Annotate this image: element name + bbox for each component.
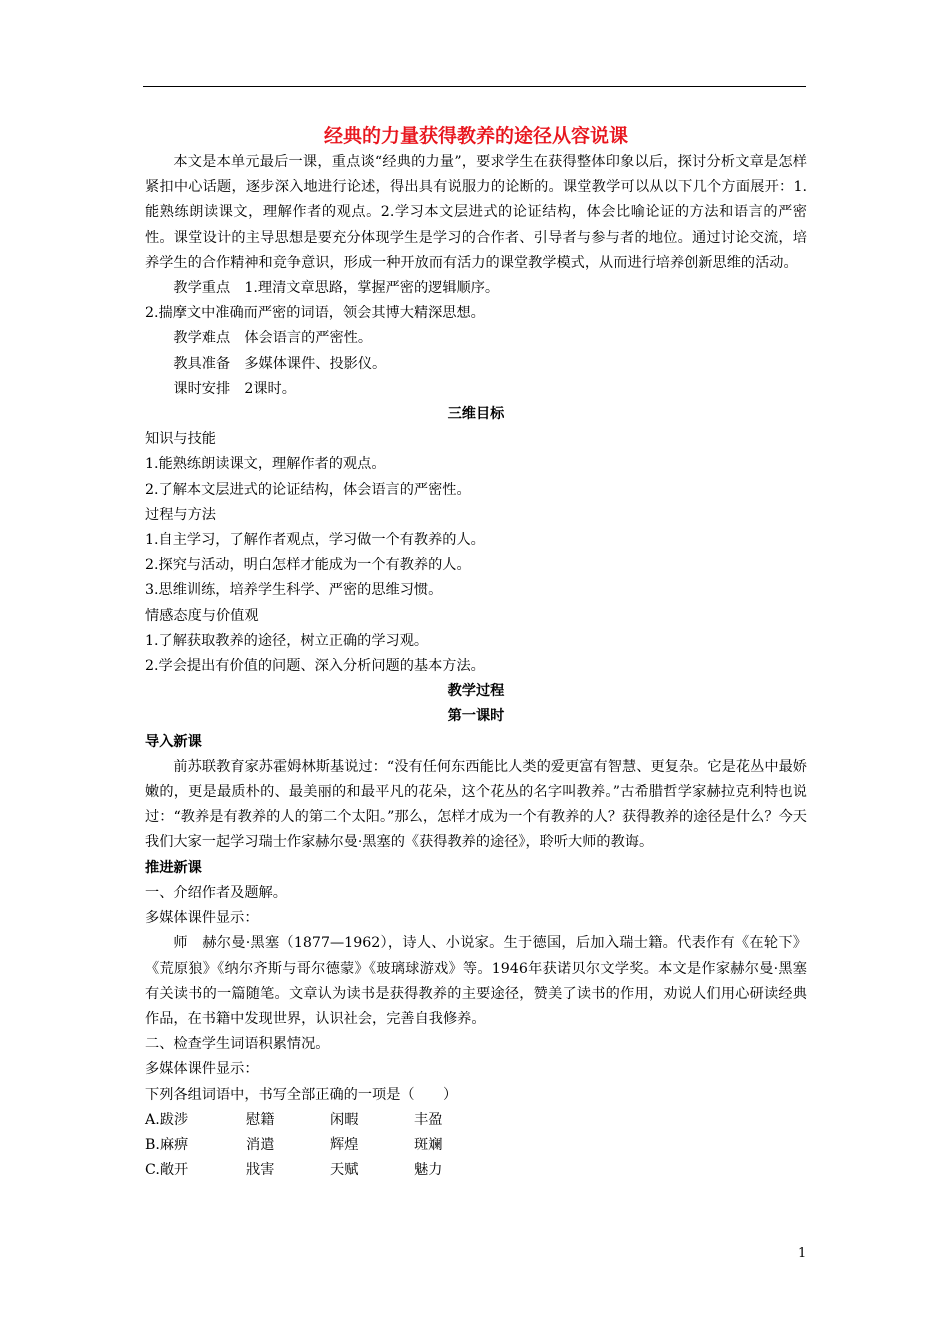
option-a-word-1: A.跋涉	[145, 1111, 189, 1128]
option-a-word-3: 闲暇	[330, 1111, 359, 1128]
knowledge-item-2: 2.了解本文层进式的论证结构，体会语言的严密性。	[145, 481, 471, 498]
author-text: 赫尔曼·黑塞（1877—1962），诗人、小说家。生于德国，后加入瑞士籍。代表作有《在轮下》《荒原狼》《纳尔齐斯与哥尔德蒙》《玻璃球游戏》等。1946年获诺贝尔文学奖。本文是作家赫尔曼·黑塞有关读书的一篇随笔。文章认为读书是获得教养的主要途径，赞美了读书的作用，劝说人们用心研读经典作品，在书籍中发现世界，认识社会，完善自我修养。	[145, 935, 807, 1027]
tools-value: 多媒体课件、投影仪。	[244, 355, 387, 372]
option-b-word-4: 斑斓	[414, 1136, 443, 1153]
goals-heading: 三维目标	[447, 406, 505, 423]
difficulty-line	[145, 326, 807, 351]
option-a-word-4: 丰盈	[414, 1111, 443, 1128]
difficulty-value: 体会语言的严密性。	[244, 330, 373, 347]
header-rule	[143, 86, 806, 87]
process-method-heading: 过程与方法	[145, 506, 216, 523]
intro-lesson-paragraph: 前苏联教育家苏霍姆林斯基说过：“没有任何东西能比人类的爱更富有智慧、更复杂。它是花丛中最娇嫩的，更是最质朴的、最美丽的和最平凡的花朵，这个花丛的名字叫教养。”古希腊哲学家赫拉克利特也说过：“教养是有教养的人的第二个太阳。”那么，怎样才成为一个有教养的人？获得教养的途径是什么？今天我们大家一起学习瑞士作家赫尔曼·黑塞的《获得教养的途径》，聆听大师的教诲。	[145, 758, 807, 851]
schedule-label: 课时安排	[173, 380, 231, 397]
media-display-2: 多媒体课件显示：	[145, 1061, 259, 1078]
process-item-3: 3.思维训练，培养学生科学、严密的思维习惯。	[145, 582, 443, 599]
schedule-value: 2课时。	[244, 380, 296, 397]
teacher-label: 师	[173, 935, 188, 952]
option-b-word-2: 消遣	[246, 1136, 275, 1153]
schedule-line	[145, 377, 807, 402]
option-c-word-3: 天赋	[330, 1162, 359, 1179]
option-row-b	[145, 1133, 807, 1158]
option-row-a	[145, 1108, 807, 1133]
intro-paragraph: 本文是本单元最后一课，重点谈“经典的力量”，要求学生在获得整体印象以后，探讨分析文章是怎样紧扣中心话题，逐步深入地进行论述，得出具有说服力的论断的。课堂教学可以从以下几个方面展开：1.能熟练朗读课文，理解作者的观点。2.学习本文层进式的论证结构，体会比喻论证的方法和语言的严密性。课堂设计的主导思想是要充分体现学生是学习的合作者、引导者与参与者的地位。通过讨论交流，培养学生的合作精神和竞争意识，形成一种开放而有活力的课堂教学模式，从而进行培养创新思维的活动。	[145, 154, 807, 271]
attitude-item-2: 2.学会提出有价值的问题、深入分析问题的基本方法。	[145, 658, 485, 675]
process-item-2: 2.探究与活动，明白怎样才能成为一个有教养的人。	[145, 557, 471, 574]
attitude-item-1: 1.了解获取教养的途径，树立正确的学习观。	[145, 632, 429, 649]
option-b-word-1: B.麻痹	[145, 1136, 189, 1153]
knowledge-heading: 知识与技能	[145, 431, 216, 448]
advance-lesson-heading: 推进新课	[145, 859, 202, 876]
option-a-word-2: 慰籍	[246, 1111, 275, 1128]
intro-lesson-heading: 导入新课	[145, 733, 202, 750]
difficulty-label: 教学难点	[173, 330, 231, 347]
attitude-heading: 情感态度与价值观	[145, 607, 259, 624]
tools-line	[145, 352, 807, 377]
key-points-label: 教学重点	[173, 280, 231, 297]
option-c-word-1: C.敞开	[145, 1162, 189, 1179]
question-text: 下列各组词语中，书写全部正确的一项是（ ）	[145, 1086, 458, 1103]
option-c-word-2: 戕害	[246, 1162, 275, 1179]
key-points-item-1: 1.理清文章思路，掌握严密的逻辑顺序。	[244, 280, 500, 297]
author-paragraph	[145, 931, 807, 1032]
lesson-one-heading: 第一课时	[447, 708, 505, 725]
tools-label: 教具准备	[173, 355, 231, 372]
key-points-item-2: 2.揣摩文中准确而严密的词语，领会其博大精深思想。	[145, 305, 485, 322]
option-row-c	[145, 1158, 807, 1183]
option-b-word-3: 辉煌	[330, 1136, 359, 1153]
media-display-1: 多媒体课件显示：	[145, 910, 259, 927]
document-body	[145, 122, 807, 1183]
step-two: 二、检查学生词语积累情况。	[145, 1036, 330, 1053]
key-points-line	[145, 276, 807, 301]
page-number: 1	[798, 1246, 807, 1261]
page-title: 经典的力量获得教养的途径从容说课	[323, 125, 628, 147]
process-item-1: 1.自主学习，了解作者观点，学习做一个有教养的人。	[145, 532, 485, 549]
teaching-process-heading: 教学过程	[447, 683, 505, 700]
knowledge-item-1: 1.能熟练朗读课文，理解作者的观点。	[145, 456, 386, 473]
option-c-word-4: 魅力	[414, 1162, 443, 1179]
step-one: 一、介绍作者及题解。	[145, 884, 287, 901]
